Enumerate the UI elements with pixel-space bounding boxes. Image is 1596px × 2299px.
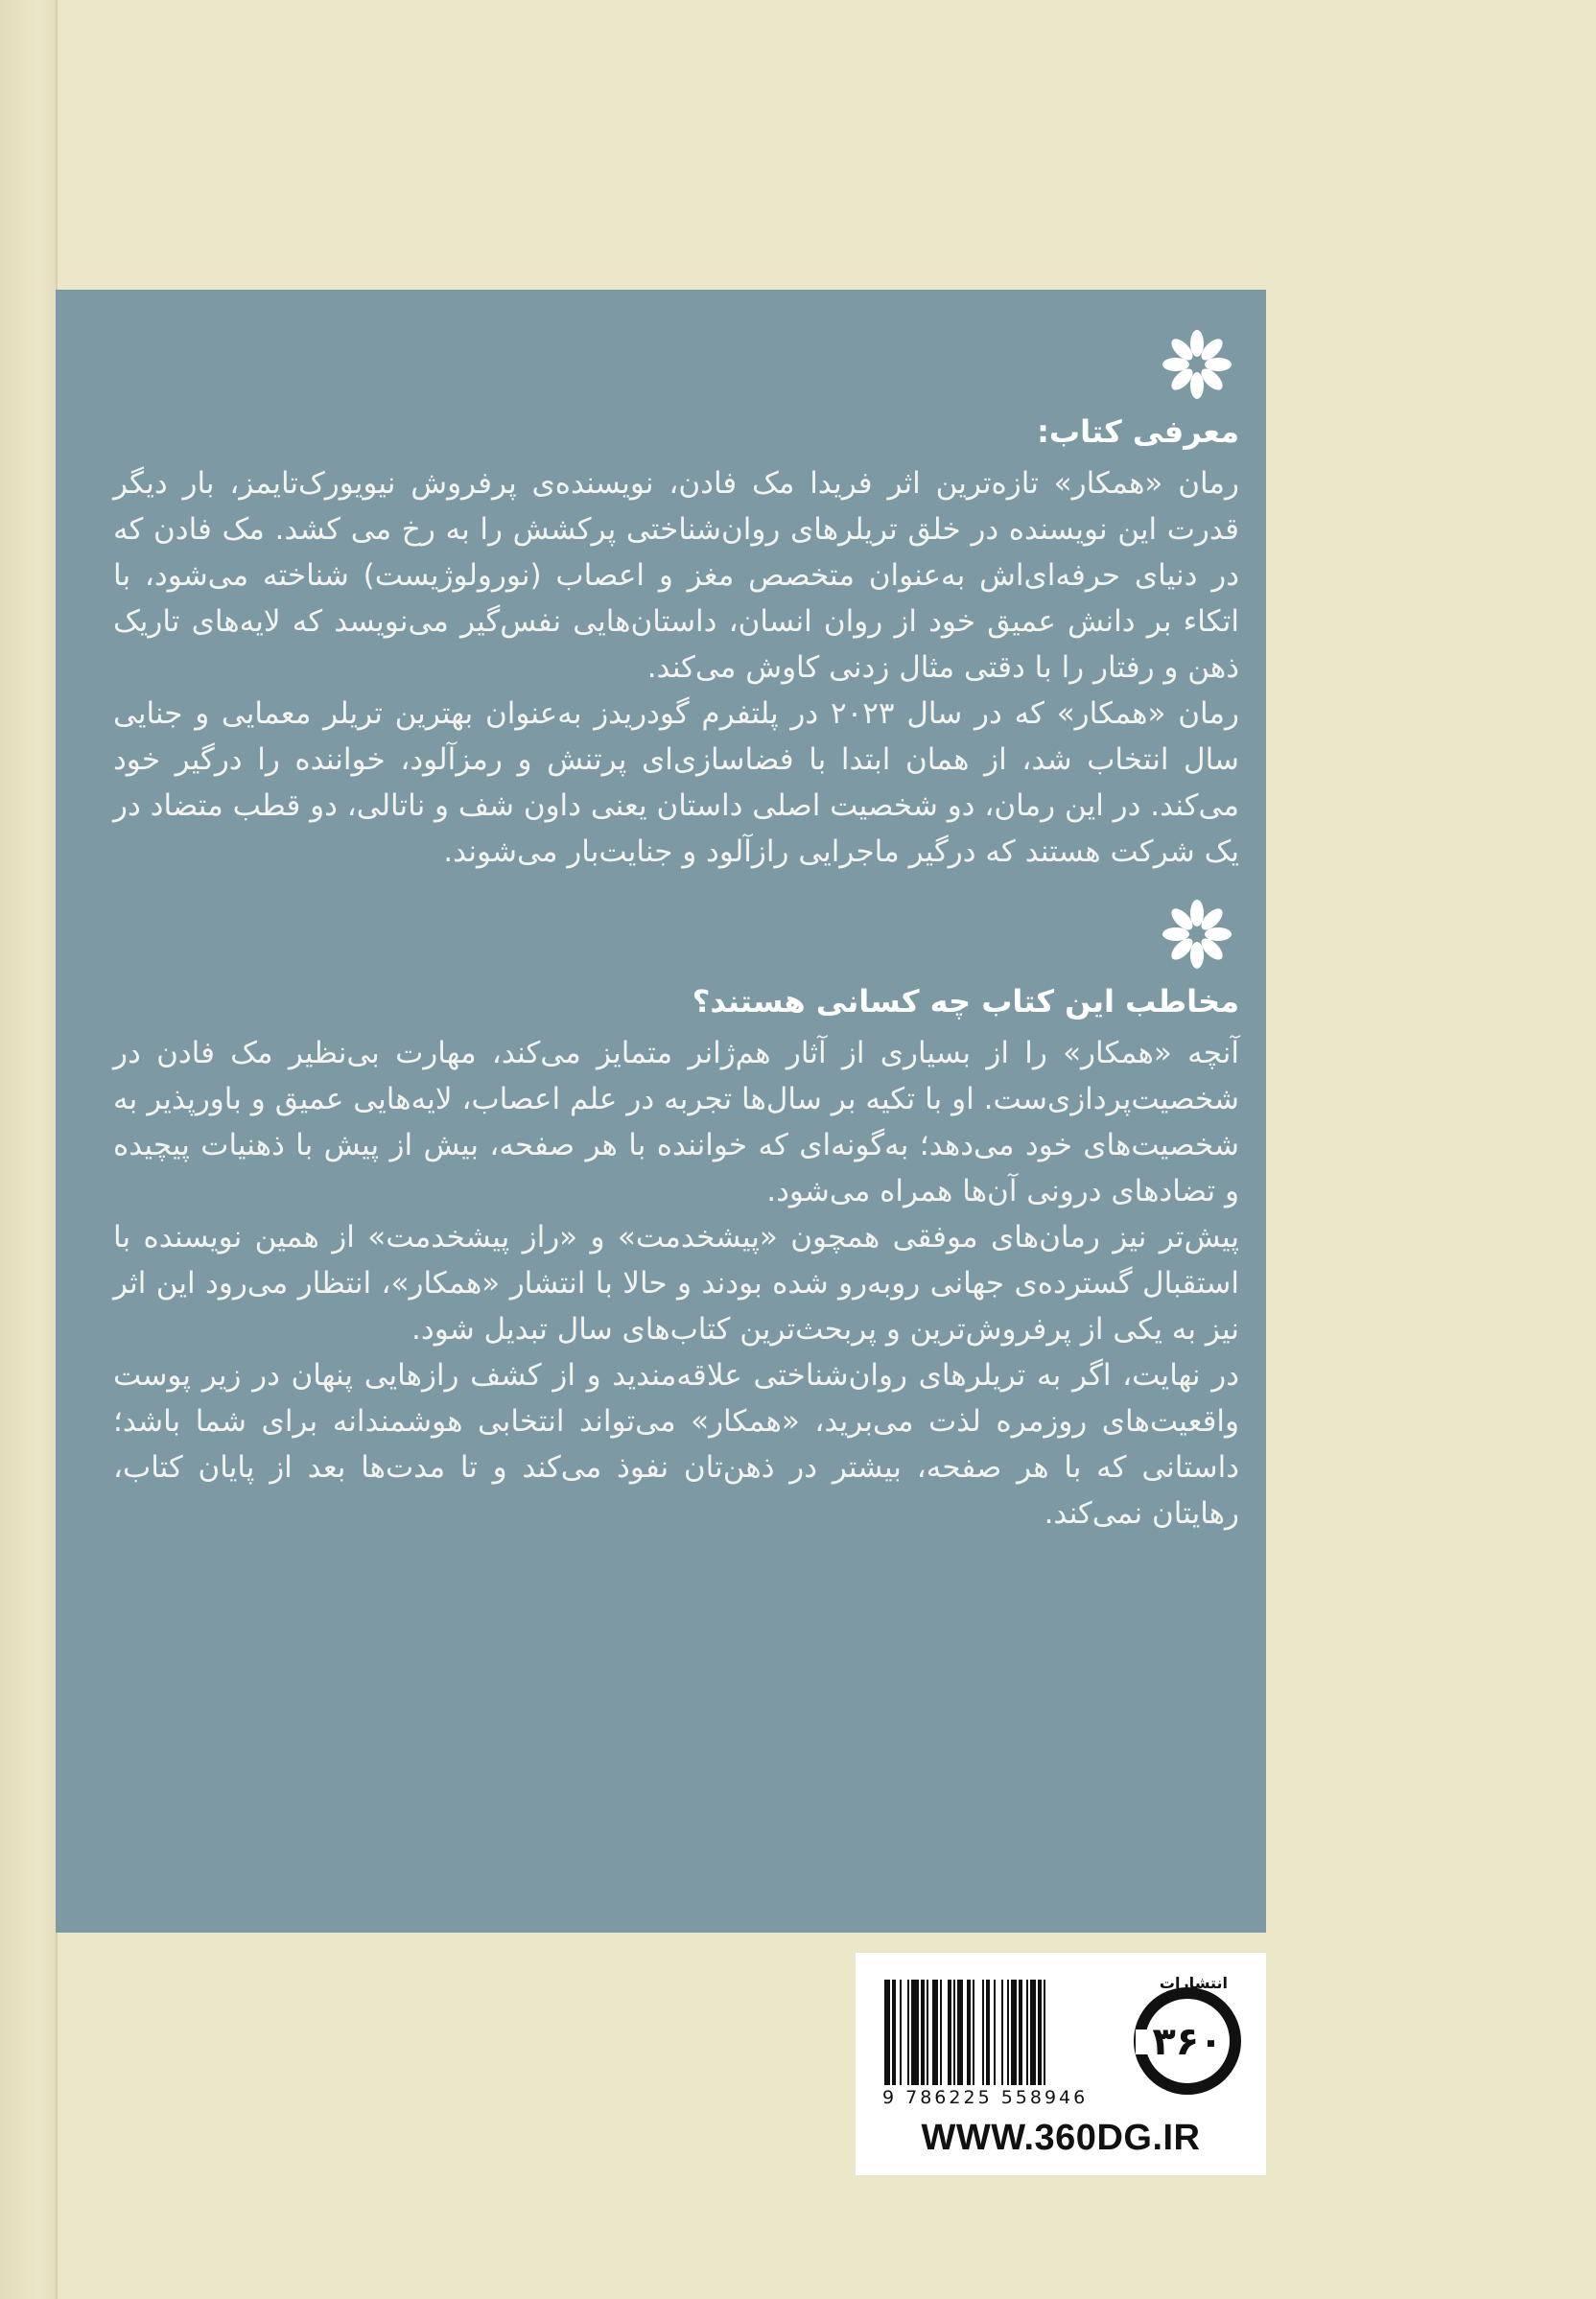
barcode-stripe — [1045, 1980, 1051, 2085]
description-panel — [56, 290, 1266, 1933]
audience-paragraph-1: آنچه «همکار» را از بسیاری از آثار هم‌ژانر متمایز می‌کند، مهارت بی‌نظیر مک فادن در شخصیت‌پردازی‌ست. او با تکیه بر سال‌ها تجربه در علم اعصاب، لایه‌هایی عمیق و باورپذیر به شخصیت‌های خود می‌دهد؛ به‌گونه‌ای که خواننده با هر صفحه، بیش از پیش با ذهنیات پیچیده و تضادهای درونی آن‌ها همراه می‌شود. — [113, 1036, 1239, 1208]
flower-ornament-icon — [1159, 326, 1235, 403]
barcode-stripe — [911, 1980, 919, 2085]
flower-ornament-icon — [1159, 896, 1235, 973]
barcode-stripe — [974, 1980, 982, 2085]
publisher-logo — [1130, 1982, 1245, 2097]
publisher-url: WWW.360DG.IR — [921, 2118, 1201, 2158]
audience-heading: مخاطب این کتاب چه کسانی هستند؟ — [692, 983, 1239, 1020]
publisher-logo-text: ۳۶۰ — [1152, 2020, 1223, 2064]
intro-paragraph-1: رمان «همکار» تازه‌ترین اثر فریدا مک فادن، نویسنده‌ی پرفروش نیویورک‌تایمز، بار دیگر قدرت این نویسنده در خلق تریلرهای روان‌شناختی پرکشش را به رخ می کشد. مک فادن که در دنیای حرفه‌ای‌اش به‌عنوان متخصص مغز و اعصاب (نورولوژیست) شناخته می‌شود، با اتکاء بر دانش عمیق خود از روان انسان، داستان‌هایی نفس‌گیر می‌نویسد که لایه‌های تاریک ذهن و رفتار را با دقتی مثال زدنی کاوش می‌کند. — [113, 466, 1239, 685]
publisher-label: انتشارات — [1159, 1974, 1228, 1992]
book-spine-edge — [0, 0, 58, 2299]
barcode-label — [856, 1953, 1266, 2175]
barcode — [884, 1980, 1095, 2085]
isbn-number: 9 786225 558946 — [882, 2087, 1089, 2108]
audience-paragraph-3: در نهایت، اگر به تریلرهای روان‌شناختی علاقه‌مندید و از کشف رازهایی پنهان در زیر پوست واقعیت‌های روزمره لذت می‌برید، «همکار» می‌تواند انتخابی هوشمندانه برای شما باشد؛ داستانی که با هر صفحه، بیشتر در ذهن‌تان نفوذ می‌کند و تا مدت‌ها بعد از پایان کتاب، رهایتان نمی‌کند. — [113, 1358, 1239, 1531]
audience-paragraph-2: پیش‌تر نیز رمان‌های موفقی همچون «پیشخدمت» و «راز پیشخدمت» از همین نویسنده با استقبال گسترده‌ی جهانی روبه‌رو شده بودند و حالا با انتشار «همکار»، انتظار می‌رود این اثر نیز به یکی از پرفروش‌ترین و پربحث‌ترین کتاب‌های سال تبدیل شود. — [113, 1220, 1239, 1347]
intro-paragraph-2: رمان «همکار» که در سال ۲۰۲۳ در پلتفرم گودریدز به‌عنوان بهترین تریلر معمایی و جنایی سال انتخاب شد، از همان ابتدا با فضاسازی‌ای پرتنش و رمزآلود، خواننده را درگیر خود می‌کند. در این رمان، دو شخصیت اصلی داستان یعنی داون شف و ناتالی، دو قطب متضاد در یک شرکت هستند که درگیر ماجرایی رازآلود و جنایت‌بار می‌شوند. — [113, 696, 1240, 869]
intro-heading: معرفی کتاب: — [1037, 413, 1239, 450]
